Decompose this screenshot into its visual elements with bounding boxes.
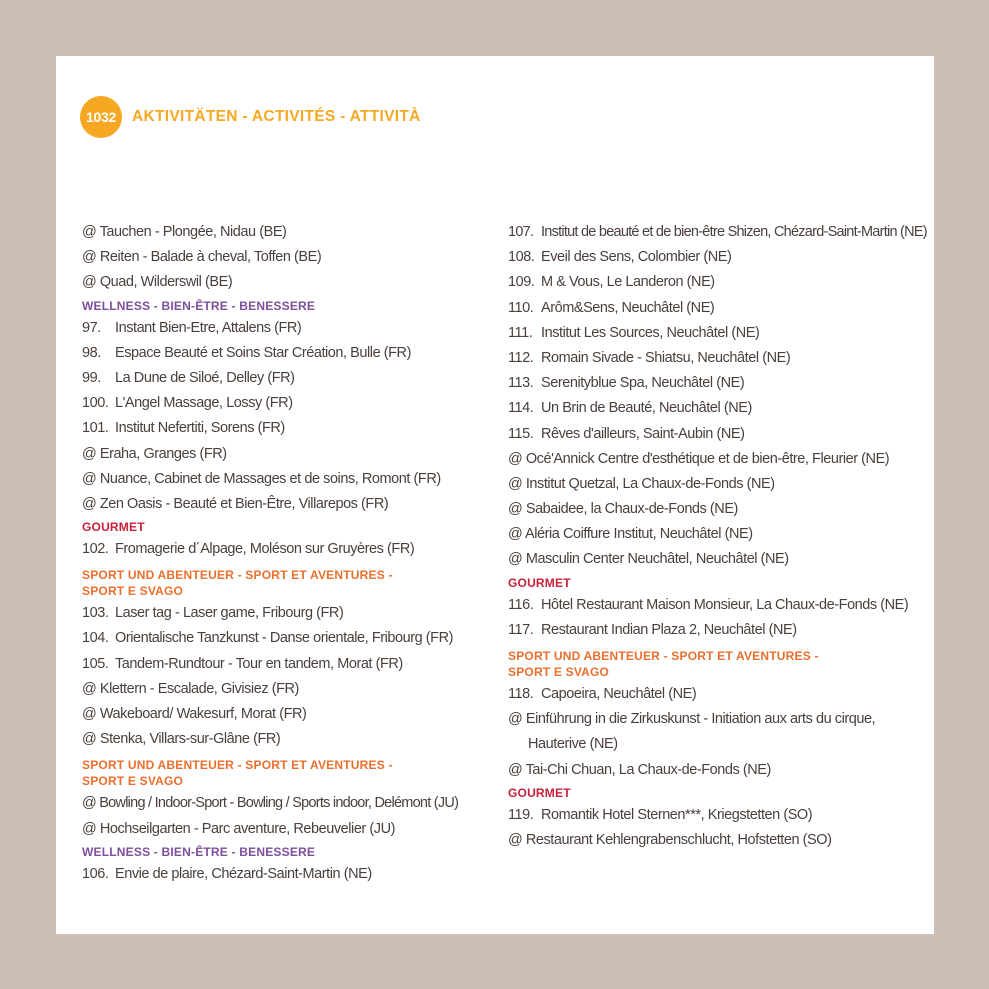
item-number: 105. [82,655,109,672]
list-item: @ Klettern - Escalade, Givisiez (FR) [82,680,299,697]
catalog-page [56,56,934,934]
list-item [508,593,928,618]
list-item [82,341,492,366]
item-text: Romantik Hotel Sternen***, Kriegstetten (SO) [541,806,813,823]
item-text: Orientalische Tanzkunst - Danse orientale, Fribourg (FR) [115,630,453,647]
item-text: Instant Bien-Etre, Attalens (FR) [115,319,302,336]
category-heading-gourmet: GOURMET [82,520,145,535]
item-number: 106. [82,865,109,882]
item-text: Romain Sivade - Shiatsu, Neuchâtel (NE) [541,349,791,366]
item-text: Institut de beauté et de bien-être Shizen, Chézard-Saint-Martin (NE) [541,224,927,240]
category-heading-line: SPORT UND ABENTEUER - SPORT ET AVENTURES - [82,758,393,773]
item-text: Un Brin de Beauté, Neuchâtel (NE) [541,400,752,417]
category-heading-wellness: WELLNESS - BIEN-ÊTRE - BENESSERE [82,298,316,313]
item-number: 103. [82,605,109,622]
item-number: 100. [82,395,109,412]
item-number: 98. [82,344,101,361]
list-item [508,245,928,270]
item-number: 107. [508,224,534,240]
list-item [508,270,928,295]
item-number: 109. [508,274,535,291]
item-number: 99. [82,369,101,386]
list-item: @ Eraha, Granges (FR) [82,445,227,462]
list-item: @ Stenka, Villars-sur-Glâne (FR) [82,731,281,748]
list-item [82,416,492,441]
right-column [508,220,928,853]
left-column [82,220,492,887]
list-item: @ Aléria Coiffure Institut, Neuchâtel (NE) [508,526,753,543]
item-number: 102. [82,541,109,558]
list-item: @ Tai-Chi Chuan, La Chaux-de-Fonds (NE) [508,761,771,778]
item-text: Arôm&Sens, Neuchâtel (NE) [541,299,715,316]
item-text: Capoeira, Neuchâtel (NE) [541,686,697,702]
item-text: Institut Nefertiti, Sorens (FR) [115,420,285,437]
item-text: Laser tag - Laser game, Fribourg (FR) [115,605,344,622]
list-item: @ Sabaidee, la Chaux-de-Fonds (NE) [508,501,738,518]
list-item: @ Wakeboard/ Wakesurf, Morat (FR) [82,706,307,722]
list-item [82,366,492,391]
category-heading-sport [508,648,928,680]
item-text: Espace Beauté et Soins Star Création, Bulle (FR) [115,344,411,361]
list-item [508,618,928,643]
list-item: @ Bowling / Indoor-Sport - Bowling / Sports indoor, Delémont (JU) [82,795,459,812]
list-item-continuation: Hauterive (NE) [528,736,618,753]
item-number: 108. [508,249,535,266]
category-heading-wellness: WELLNESS - BIEN-ÊTRE - BENESSERE [82,844,316,859]
list-item: @ Hochseilgarten - Parc aventure, Rebeuvelier (JU) [82,820,395,837]
list-item [82,537,492,562]
category-heading-line: SPORT E SVAGO [82,774,184,789]
item-text: La Dune de Siloé, Delley (FR) [115,369,295,386]
page-header [80,96,421,138]
item-text: Rêves d'ailleurs, Saint-Aubin (NE) [541,425,745,442]
list-item: @ Tauchen - Plongée, Nidau (BE) [82,224,287,240]
list-item: @ Restaurant Kehlengrabenschlucht, Hofstetten (SO) [508,831,832,848]
category-heading-line: SPORT E SVAGO [508,665,610,679]
item-number: 97. [82,319,101,336]
list-item: @ Quad, Wilderswil (BE) [82,274,233,291]
list-item [508,396,928,421]
item-text: M & Vous, Le Landeron (NE) [541,274,715,291]
list-item: @ Masculin Center Neuchâtel, Neuchâtel (NE) [508,551,789,568]
list-item [508,371,928,396]
item-number: 112. [508,349,534,366]
item-text: Envie de plaire, Chézard-Saint-Martin (NE) [115,865,372,882]
list-item [82,316,492,341]
list-item [508,220,928,245]
page-number-badge: 1032 [80,96,122,138]
item-text: Tandem-Rundtour - Tour en tandem, Morat (FR) [115,655,403,672]
item-number: 118. [508,686,534,702]
list-item: @ Zen Oasis - Beauté et Bien-Être, Villarepos (FR) [82,495,389,512]
item-text: Fromagerie d´Alpage, Moléson sur Gruyères (FR) [115,541,415,558]
list-item [508,682,928,707]
list-item [82,862,492,887]
item-number: 104. [82,630,109,647]
item-number: 115. [508,425,534,442]
list-item [508,803,928,828]
item-number: 113. [508,375,534,392]
item-text: Hôtel Restaurant Maison Monsieur, La Chaux-de-Fonds (NE) [541,596,909,613]
list-item [82,601,492,626]
category-heading-gourmet: GOURMET [508,575,571,590]
item-text: Eveil des Sens, Colombier (NE) [541,249,732,266]
item-text: L'Angel Massage, Lossy (FR) [115,395,293,412]
page-title: AKTIVITÄTEN - ACTIVITÉS - ATTIVITÀ [132,108,421,125]
category-heading-line: SPORT UND ABENTEUER - SPORT ET AVENTURES - [82,568,393,583]
list-item: @ Océ'Annick Centre d'esthétique et de bien-être, Fleurier (NE) [508,450,890,467]
item-number: 117. [508,621,534,638]
list-item [508,422,928,447]
item-text: Serenityblue Spa, Neuchâtel (NE) [541,375,745,392]
item-number: 116. [508,596,534,613]
list-item: @ Nuance, Cabinet de Massages et de soins, Romont (FR) [82,470,441,487]
item-number: 101. [82,420,109,437]
item-number: 114. [508,400,534,417]
list-item: @ Institut Quetzal, La Chaux-de-Fonds (NE) [508,475,775,492]
item-number: 111. [508,324,533,341]
list-item [82,391,492,416]
list-item [508,321,928,346]
category-heading-line: SPORT UND ABENTEUER - SPORT ET AVENTURES - [508,649,819,663]
list-item: @ Reiten - Balade à cheval, Toffen (BE) [82,249,322,266]
item-text: Restaurant Indian Plaza 2, Neuchâtel (NE) [541,621,797,638]
list-item [82,626,492,651]
category-heading-sport [82,567,492,599]
item-number: 119. [508,806,534,823]
list-item: @ Einführung in die Zirkuskunst - Initiation aux arts du cirque, [508,711,876,728]
category-heading-line: SPORT E SVAGO [82,584,184,599]
category-heading-sport [82,757,492,789]
list-item [508,296,928,321]
list-item [82,652,492,677]
list-item [508,346,928,371]
category-heading-gourmet: GOURMET [508,785,571,800]
item-number: 110. [508,299,534,316]
item-text: Institut Les Sources, Neuchâtel (NE) [541,324,760,341]
